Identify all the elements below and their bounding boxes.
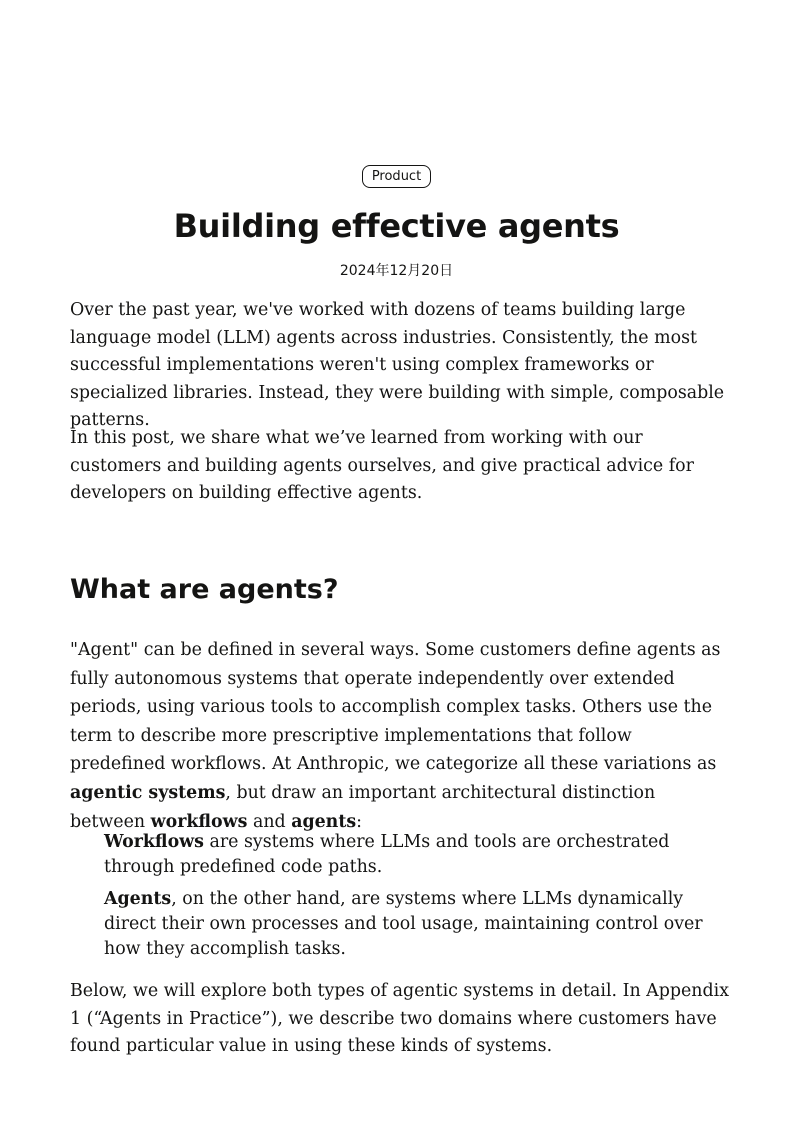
list-item-term: Agents [104, 889, 172, 909]
definition-text-part-2: , but draw an important architectural distinction between [70, 782, 656, 832]
intro-paragraph-1-text: Over the past year, we've worked with dozens of teams building large language model (LLM) agents across industries. Consistently, the most successful implementations weren't using complex frameworks or specialized libraries. Instead, they were building with simple, composable patterns. [70, 300, 725, 431]
agents-term: agents [291, 811, 357, 832]
closing-paragraph [70, 978, 730, 1061]
publish-date: 2024年12月20日 [339, 263, 454, 279]
closing-paragraph-text: Below, we will explore both types of agentic systems in detail. In Appendix 1 (“Agents in Practice”), we describe two domains where customers have found particular value in using these kinds of systems. [70, 981, 730, 1057]
definition-text-part-3: and [247, 811, 292, 832]
definition-paragraph-text [70, 636, 730, 836]
intro-paragraph-2-text: In this post, we share what we’ve learned from working with our customers and building agents ourselves, and give practical advice for developers on building effective agents. [70, 428, 694, 504]
workflows-term: workflows [150, 811, 248, 832]
definition-paragraph [70, 636, 730, 836]
list-item-term: Workflows [104, 832, 204, 852]
section-heading: What are agents? [70, 574, 339, 605]
definition-text-part-4: : [356, 811, 363, 832]
article-title: Building effective agents [173, 207, 620, 245]
intro-paragraph-1 [70, 297, 730, 435]
list-item [104, 887, 724, 962]
category-tag[interactable]: Product [362, 165, 431, 188]
list-item-text: are systems where LLMs and tools are orchestrated through predefined code paths. [104, 832, 670, 877]
definition-text-part-1: "Agent" can be defined in several ways. Some customers define agents as fully autonomous systems that operate independently over extended periods, using various tools to accomplish complex tasks. Others use the term to describe more prescriptive implementations that follow predefined workflows. At Anthropic, we categorize all these variations as [70, 640, 721, 775]
agentic-systems-term: agentic systems [70, 782, 226, 803]
list-item-text: , on the other hand, are systems where LLMs dynamically direct their own processes and tool usage, maintaining control over how they accomplish tasks. [104, 889, 703, 959]
definition-list [104, 830, 724, 969]
category-tag-wrapper [0, 165, 793, 188]
intro-paragraph-2 [70, 425, 730, 508]
list-item [104, 830, 724, 880]
